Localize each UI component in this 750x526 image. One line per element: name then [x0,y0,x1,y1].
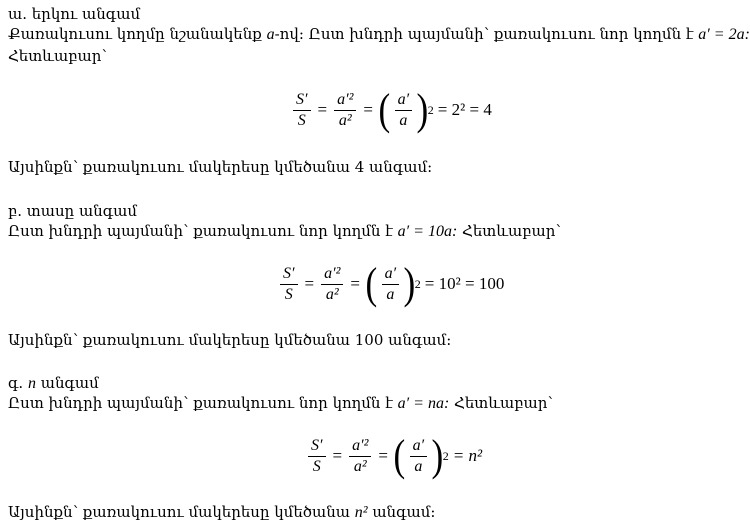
part-b-statement: Ըստ խնդրի պայմանի՝ քառակուսու նոր կողմն է a′ = 10a: Հետևաբար՝ [8,222,561,240]
part-a-formula: $\frac{S'}{S}$ = $\frac{\text{a′²}}{\text{a²}}$ = ( $\frac{a'}{a}$ ) 2 = 2² = 4 [290,88,496,132]
part-a-conclusion: Այսինքն՝ քառակուսու մակերեսը կմեծանա 4 անգամ: [8,158,433,176]
fraction-a-sq: $\frac{\text{a′²}}{\text{a²}}$ [334,90,356,131]
part-a-heading: ա. երկու անգամ [8,5,141,23]
part-a-result: = 2² = 4 [437,100,492,119]
part-b-formula: $\frac{S'}{S}$ = $\frac{\text{a′²}}{\text{a²}}$ = ( $\frac{a'}{a}$ ) 2 = 10² = 100 [277,262,508,306]
fraction-a: $\frac{a'}{a}$ [395,90,413,131]
part-a-statement: Քառակուսու կողմը նշանակենք a-ով: Ըստ խնդրի պայմանի՝ քառակուսու նոր կողմն է a′ = 2a: [8,25,750,43]
part-c-heading: գ. n անգամ [8,374,99,392]
part-c-result: = n² [452,446,483,465]
part-a-therefore: Հետևաբար՝ [8,47,107,65]
part-c-statement: Ըստ խնդրի պայմանի՝ քառակուսու նոր կողմն է a′ = na: Հետևաբար՝ [8,394,553,412]
fraction-s: $\frac{S'}{S}$ [293,90,311,131]
part-b-conclusion: Այսինքն՝ քառակուսու մակերեսը կմեծանա 100 անգամ: [8,331,452,349]
part-b-result: = 10² = 100 [424,274,505,293]
part-b-heading: բ. տասը անգամ [8,202,138,220]
part-c-formula: $\frac{S'}{S}$ = $\frac{\text{a′²}}{\text{a²}}$ = ( $\frac{a'}{a}$ ) 2 = n² [305,434,486,478]
part-c-conclusion: Այսինքն՝ քառակուսու մակերեսը կմեծանա n² անգամ: [8,503,436,521]
